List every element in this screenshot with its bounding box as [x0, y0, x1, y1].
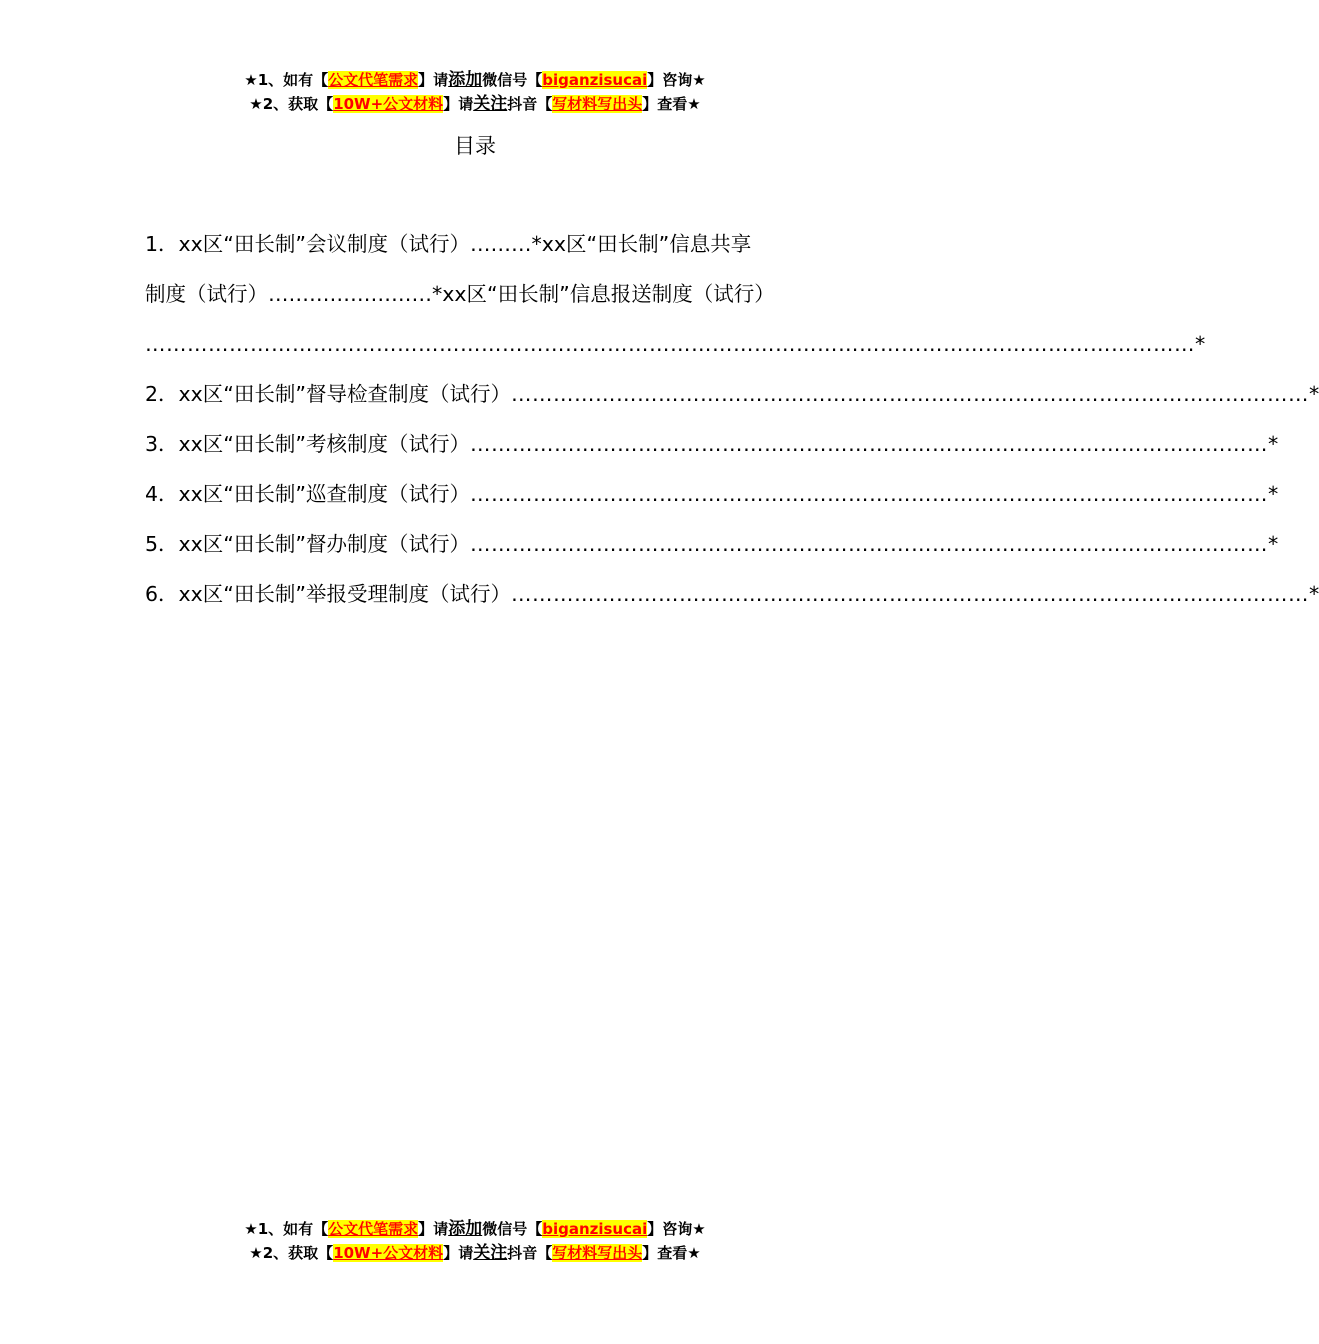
- banner-highlight: 10W+公文材料: [333, 1244, 444, 1262]
- toc-page-number: *: [1268, 532, 1279, 556]
- toc-dot-leader: ……………………………………………………………………………………………………………………………………: [145, 332, 1195, 356]
- toc-page-number: *: [1309, 382, 1319, 406]
- banner-text: 】请: [443, 95, 474, 113]
- banner-text: 微信号【: [482, 1220, 543, 1238]
- page-title: 目录: [454, 134, 496, 158]
- banner-highlight: 公文代笔需求: [328, 1220, 419, 1238]
- banner-text: 微信号【: [482, 71, 543, 89]
- banner-text: 】请: [443, 1244, 474, 1262]
- banner-text: 抖音【: [507, 95, 553, 113]
- toc-item-text: 3．xx区“田长制”考核制度（试行）: [145, 432, 471, 456]
- toc-dot-leader: ……………………………………………………………………………………………………: [511, 382, 1310, 406]
- banner-highlight: 写材料写出头: [552, 1244, 643, 1262]
- toc-item-text: 2．xx区“田长制”督导检查制度（试行）: [145, 382, 512, 406]
- banner-line-2: [0, 92, 950, 116]
- toc-dot-leader: ……………………………………………………………………………………………………: [470, 482, 1269, 506]
- banner-underline: 添加: [448, 70, 483, 90]
- banner-line-1: [0, 1217, 950, 1241]
- banner-underline: 关注: [473, 1243, 508, 1263]
- toc-item-text: 5．xx区“田长制”督办制度（试行）: [145, 532, 471, 556]
- toc-line: 1．xx区“田长制”会议制度（试行）………*xx区“田长制”信息共享: [145, 232, 752, 256]
- footer-banner: [0, 1217, 950, 1265]
- toc-page-number: *: [1195, 332, 1206, 356]
- banner-underline: 添加: [448, 1219, 483, 1239]
- toc-item-text: 4．xx区“田长制”巡查制度（试行）: [145, 482, 471, 506]
- toc-line: [145, 326, 1206, 376]
- toc-item: [145, 526, 1279, 576]
- toc-item: [145, 376, 1319, 426]
- banner-text: 抖音【: [507, 1244, 553, 1262]
- banner-highlight: biganzisucai: [542, 71, 648, 89]
- toc-dot-leader: ……………………………………………………………………………………………………: [470, 532, 1269, 556]
- toc-dot-leader: ……………………………………………………………………………………………………: [470, 432, 1269, 456]
- banner-text: ★1、如有【: [244, 1220, 329, 1238]
- toc-dot-leader: ……………………………………………………………………………………………………: [511, 582, 1310, 606]
- banner-text: 】请: [418, 71, 449, 89]
- header-banner: [0, 68, 950, 116]
- banner-highlight: 公文代笔需求: [328, 71, 419, 89]
- banner-highlight: 写材料写出头: [552, 95, 643, 113]
- banner-text: 】咨询★: [647, 1220, 706, 1238]
- toc-item: [145, 476, 1279, 526]
- toc-line: 制度（试行）……………………*xx区“田长制”信息报送制度（试行）: [145, 282, 775, 306]
- toc-page-number: *: [1309, 582, 1319, 606]
- toc-item: [145, 426, 1279, 476]
- banner-text: 】请: [418, 1220, 449, 1238]
- banner-line-1: [0, 68, 950, 92]
- banner-text: ★2、获取【: [249, 95, 334, 113]
- banner-underline: 关注: [473, 94, 508, 114]
- banner-text: ★1、如有【: [244, 71, 329, 89]
- banner-text: 】查看★: [642, 1244, 701, 1262]
- toc-item: [145, 576, 1319, 626]
- banner-line-2: [0, 1241, 950, 1265]
- banner-text: 】咨询★: [647, 71, 706, 89]
- toc-item-text: 6．xx区“田长制”举报受理制度（试行）: [145, 582, 512, 606]
- banner-text: 】查看★: [642, 95, 701, 113]
- table-of-contents: [145, 226, 1319, 626]
- toc-page-number: *: [1268, 482, 1279, 506]
- banner-text: ★2、获取【: [249, 1244, 334, 1262]
- toc-page-number: *: [1268, 432, 1279, 456]
- banner-highlight: biganzisucai: [542, 1220, 648, 1238]
- banner-highlight: 10W+公文材料: [333, 95, 444, 113]
